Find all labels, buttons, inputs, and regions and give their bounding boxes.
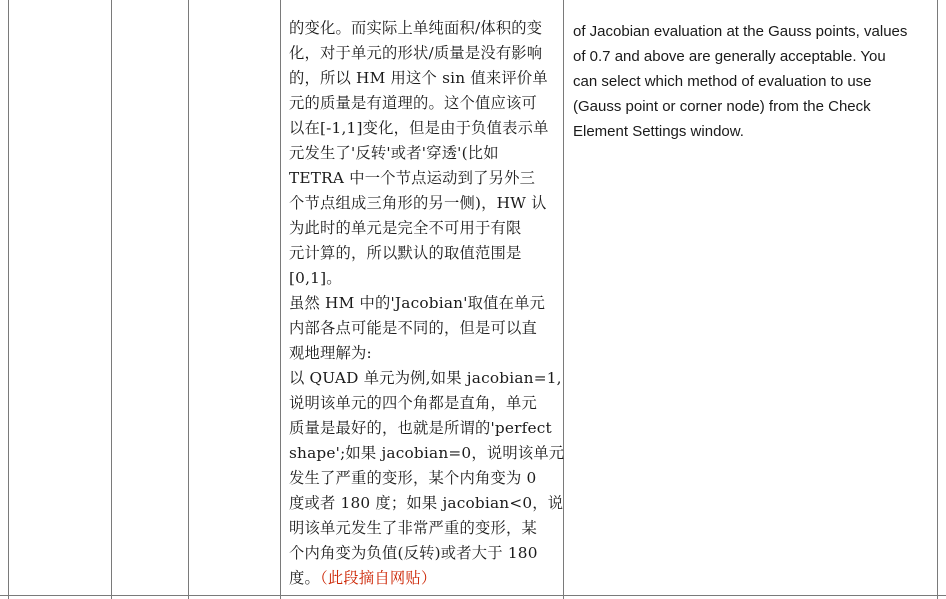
chinese-line: 质量是最好的，也就是所谓的'perfect	[289, 419, 552, 437]
chinese-line: 说明该单元的四个角都是直角，单元	[289, 394, 537, 412]
chinese-line: 以 QUAD 单元为例,如果 jacobian=1,	[289, 369, 562, 387]
chinese-last-line	[289, 566, 567, 591]
chinese-line: 度或者 180 度；如果 jacobian<0，说	[289, 494, 564, 512]
chinese-line: 为此时的单元是完全不可用于有限	[289, 219, 522, 237]
chinese-line: 个内角变为负值(反转)或者大于 180	[289, 544, 538, 562]
english-line: can select which method of evaluation to use	[573, 73, 872, 90]
chinese-line: 元的质量是有道理的。这个值应该可	[289, 94, 537, 112]
chinese-line: 的，所以 HM 用这个 sin 值来评价单	[289, 69, 548, 87]
chinese-line: TETRA 中一个节点运动到了另外三	[289, 169, 536, 187]
chinese-line: 明该单元发生了非常严重的变形，某	[289, 519, 537, 537]
english-line: of Jacobian evaluation at the Gauss points, values	[573, 23, 908, 40]
chinese-line: 元计算的，所以默认的取值范围是	[289, 244, 522, 262]
chinese-line: 个节点组成三角形的另一侧)，HW 认	[289, 194, 547, 212]
table-row-divider-bottom	[0, 595, 946, 596]
chinese-line-end: 度。	[289, 569, 320, 587]
chinese-line: 观地理解为:	[289, 344, 372, 362]
chinese-line: 的变化。而实际上单纯面积/体积的变	[289, 19, 543, 37]
empty-cell-2	[112, 0, 188, 595]
empty-cell-right	[938, 0, 946, 595]
chinese-line: [0,1]。	[289, 269, 342, 287]
english-line: Element Settings window.	[573, 123, 744, 140]
chinese-line: 以在[-1,1]变化，但是由于负值表示单	[289, 119, 549, 137]
empty-cell-1	[9, 0, 111, 595]
chinese-line: 虽然 HM 中的'Jacobian'取值在单元	[289, 294, 546, 312]
chinese-line: 化，对于单元的形状/质量是没有影响	[289, 44, 543, 62]
chinese-line: 内部各点可能是不同的，但是可以直	[289, 319, 537, 337]
source-note: （此段摘自网贴）	[320, 569, 437, 587]
chinese-line: 发生了严重的变形，某个内角变为 0	[289, 469, 537, 487]
empty-cell-3	[189, 0, 280, 595]
english-line: of 0.7 and above are generally acceptable. You	[573, 48, 886, 65]
chinese-line: shape';如果 jacobian=0，说明该单元	[289, 444, 565, 462]
chinese-explanation-cell	[281, 0, 567, 591]
chinese-line: 元发生了'反转'或者'穿透'(比如	[289, 144, 499, 162]
english-explanation-cell	[565, 0, 946, 144]
english-line: (Gauss point or corner node) from the Check	[573, 98, 871, 115]
